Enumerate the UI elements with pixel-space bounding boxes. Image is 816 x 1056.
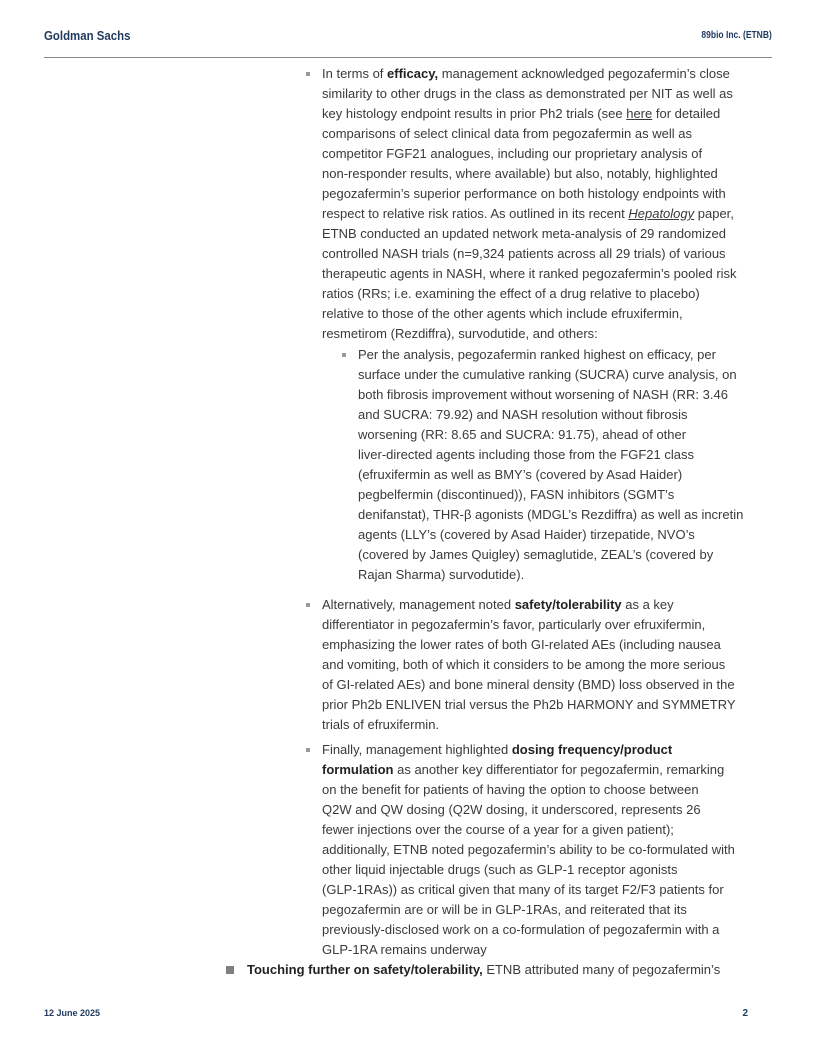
text-span: Per the analysis, pegozafermin ranked highest on efficacy, per <box>358 347 716 362</box>
text-span: ratios (RRs; i.e. examining the effect of a drug relative to placebo) <box>322 286 700 301</box>
bold-text: formulation <box>322 762 394 777</box>
bold-text: efficacy, <box>387 66 439 81</box>
text-span: comparisons of select clinical data from pegozafermin as well as <box>322 126 692 141</box>
bullet-efficacy <box>322 64 737 344</box>
sub-bullet-analysis <box>358 345 743 585</box>
text-line <box>322 715 736 735</box>
text-line <box>322 900 735 920</box>
bullet-icon <box>342 353 346 357</box>
inline-link[interactable]: here <box>626 106 653 121</box>
text-span: GLP-1RA remains underway <box>322 942 487 957</box>
bullet-icon <box>306 748 310 752</box>
text-line <box>358 445 743 465</box>
text-line <box>322 84 737 104</box>
text-line <box>358 405 743 425</box>
text-span: liver-directed agents including those from the FGF21 class <box>358 447 694 462</box>
text-span: emphasizing the lower rates of both GI-related AEs (including nausea <box>322 637 721 652</box>
text-span: Alternatively, management noted <box>322 597 515 612</box>
text-line <box>322 224 737 244</box>
text-line <box>358 545 743 565</box>
text-line <box>322 204 737 224</box>
text-line <box>322 760 735 780</box>
text-line <box>322 64 737 84</box>
brand-name: Goldman Sachs <box>44 28 131 43</box>
square-bullet-icon <box>226 966 234 974</box>
text-span: non-responder results, where available) but also, notably, highlighted <box>322 166 718 181</box>
text-span: denifanstat), THR-β agonists (MDGL’s Rezdiffra) as well as incretin <box>358 507 744 522</box>
text-line <box>358 345 743 365</box>
text-line <box>322 244 737 264</box>
bullet-safety <box>322 595 736 735</box>
page-header <box>44 28 772 58</box>
text-line <box>322 264 737 284</box>
text-span: (efruxifermin as well as BMY’s (covered by Asad Haider) <box>358 467 683 482</box>
text-span: surface under the cumulative ranking (SUCRA) curve analysis, on <box>358 367 737 382</box>
text-span: worsening (RR: 8.65 and SUCRA: 91.75), ahead of other <box>358 427 687 442</box>
text-span: both fibrosis improvement without worsening of NASH (RR: 3.46 <box>358 387 728 402</box>
text-line <box>322 740 735 760</box>
text-span: other liquid injectable drugs (such as GLP-1 receptor agonists <box>322 862 678 877</box>
text-span: similarity to other drugs in the class as demonstrated per NIT as well as <box>322 86 733 101</box>
text-span: on the benefit for patients of having the option to choose between <box>322 782 699 797</box>
text-span: controlled NASH trials (n=9,324 patients across all 29 trials) of various <box>322 246 726 261</box>
text-line <box>358 505 743 525</box>
text-line <box>358 465 743 485</box>
text-line <box>322 780 735 800</box>
text-span: management acknowledged pegozafermin’s close <box>438 66 730 81</box>
inline-link[interactable]: Hepatology <box>628 206 695 221</box>
text-span: In terms of <box>322 66 388 81</box>
page-number: 2 <box>742 1008 748 1019</box>
text-span: pegozafermin’s superior performance on both histology endpoints with <box>322 186 726 201</box>
text-span: Rajan Sharma) survodutide). <box>358 567 525 582</box>
text-span: ETNB attributed many of pegozafermin’s <box>482 962 721 977</box>
bold-text: safety/tolerability <box>514 597 622 612</box>
text-span: and vomiting, both of which it considers to be among the more serious <box>322 657 726 672</box>
text-line <box>322 920 735 940</box>
text-line <box>358 565 743 585</box>
text-line <box>322 820 735 840</box>
text-line <box>322 144 737 164</box>
text-span: additionally, ETNB noted pegozafermin’s ability to be co-formulated with <box>322 842 735 857</box>
text-span: as another key differentiator for pegozafermin, remarking <box>393 762 725 777</box>
text-line <box>322 124 737 144</box>
text-line <box>358 385 743 405</box>
text-span: ETNB conducted an updated network meta-analysis of 29 randomized <box>322 226 726 241</box>
text-line <box>322 840 735 860</box>
text-line <box>247 960 720 980</box>
text-line <box>358 525 743 545</box>
text-span: prior Ph2b ENLIVEN trial versus the Ph2b HARMONY and SYMMETRY <box>322 697 736 712</box>
text-span: key histology endpoint results in prior Ph2 trials (see <box>322 106 627 121</box>
text-line <box>322 184 737 204</box>
text-span: Q2W and QW dosing (Q2W dosing, it underscored, represents 26 <box>322 802 701 817</box>
text-span: (GLP-1RAs)) as critical given that many of its target F2/F3 patients for <box>322 882 724 897</box>
text-line <box>322 164 737 184</box>
text-line <box>322 324 737 344</box>
text-span: previously-disclosed work on a co-formulation of pegozafermin with a <box>322 922 720 937</box>
bold-text: Touching further on safety/tolerability, <box>247 962 483 977</box>
text-line <box>322 655 736 675</box>
text-line <box>322 800 735 820</box>
text-span: respect to relative risk ratios. As outlined in its recent <box>322 206 629 221</box>
text-line <box>322 695 736 715</box>
text-line <box>322 304 737 324</box>
text-span: resmetirom (Rezdiffra), survodutide, and others: <box>322 326 598 341</box>
bullet-dosing <box>322 740 735 960</box>
text-span: competitor FGF21 analogues, including our proprietary analysis of <box>322 146 703 161</box>
text-line <box>322 284 737 304</box>
text-line <box>358 365 743 385</box>
text-line <box>322 635 736 655</box>
text-line <box>358 485 743 505</box>
text-line <box>322 880 735 900</box>
text-span: (covered by James Quigley) semaglutide, ZEAL’s (covered by <box>358 547 714 562</box>
company-ticker: 89bio Inc. (ETNB) <box>701 30 772 41</box>
footer-date: 12 June 2025 <box>44 1008 101 1018</box>
text-span: Finally, management highlighted <box>322 742 512 757</box>
text-span: paper, <box>694 206 734 221</box>
text-span: pegozafermin are or will be in GLP-1RAs, and reiterated that its <box>322 902 687 917</box>
text-line <box>322 940 735 960</box>
bullet-touching-further <box>247 960 720 980</box>
text-line <box>322 860 735 880</box>
text-span: as a key <box>621 597 674 612</box>
text-span: and SUCRA: 79.92) and NASH resolution without fibrosis <box>358 407 688 422</box>
text-span: agents (LLY’s (covered by Asad Haider) tirzepatide, NVO’s <box>358 527 695 542</box>
bullet-icon <box>306 72 310 76</box>
text-span: relative to those of the other agents which include efruxifermin, <box>322 306 683 321</box>
text-span: trials of efruxifermin. <box>322 717 440 732</box>
text-line <box>322 595 736 615</box>
text-line <box>322 675 736 695</box>
text-span: for detailed <box>652 106 721 121</box>
bold-text: dosing frequency/product <box>511 742 673 757</box>
text-span: therapeutic agents in NASH, where it ranked pegozafermin’s pooled risk <box>322 266 737 281</box>
text-span: of GI-related AEs) and bone mineral density (BMD) loss observed in the <box>322 677 735 692</box>
text-span: differentiator in pegozafermin’s favor, particularly over efruxifermin, <box>322 617 706 632</box>
text-span: pegbelfermin (discontinued)), FASN inhibitors (SGMT’s <box>358 487 675 502</box>
text-line <box>322 615 736 635</box>
text-line <box>358 425 743 445</box>
bullet-icon <box>306 603 310 607</box>
text-span: fewer injections over the course of a year for a given patient); <box>322 822 674 837</box>
text-line <box>322 104 737 124</box>
